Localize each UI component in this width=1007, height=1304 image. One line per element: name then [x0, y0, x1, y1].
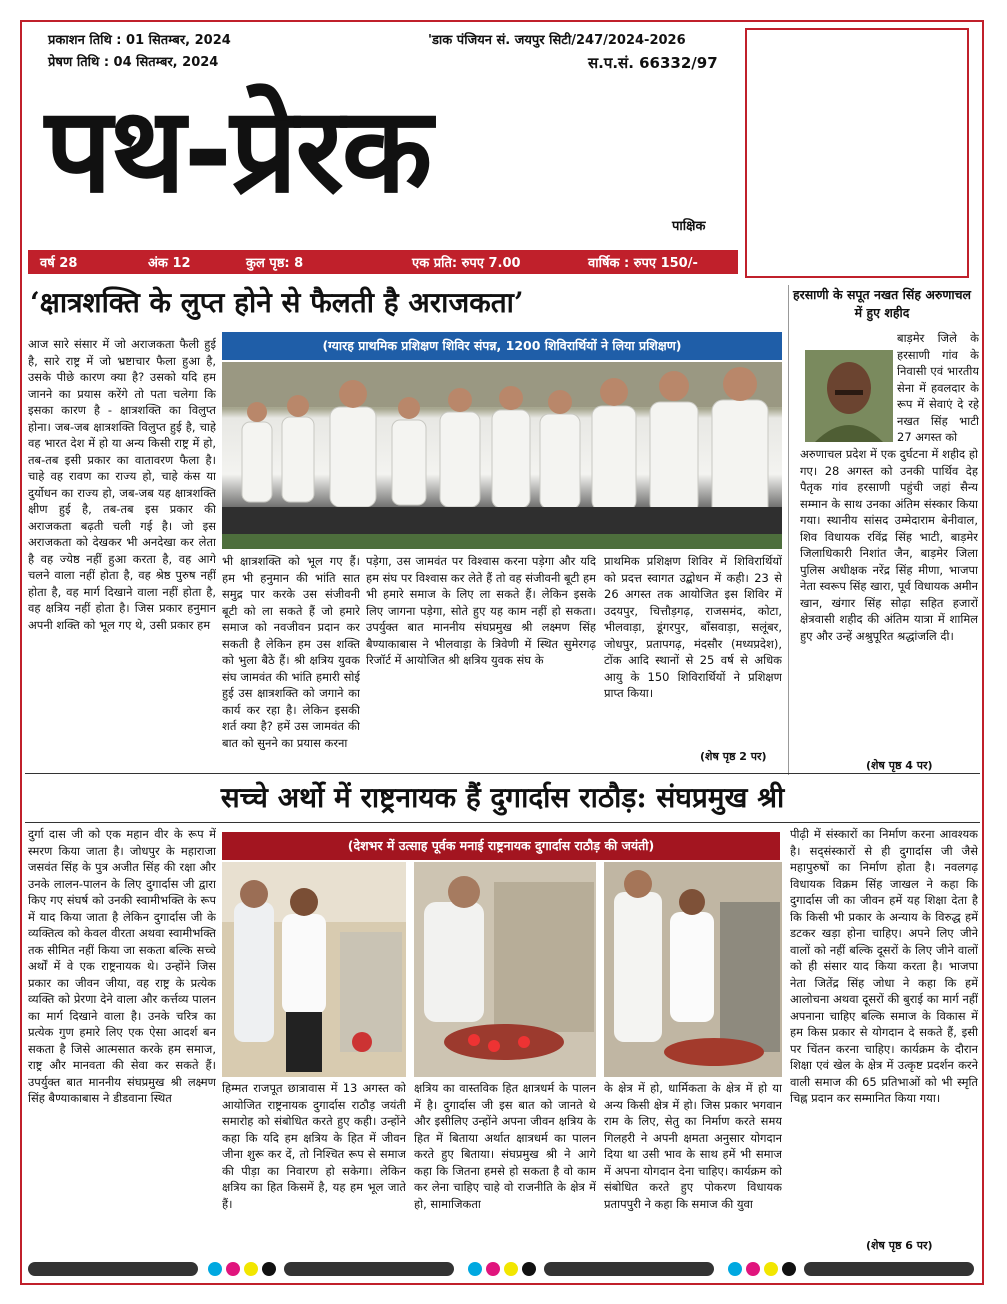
sidebar-text: अरुणाचल प्रदेश में एक दुर्घटना में शहीद हो गए। 28 अगस्त को उनकी पार्थिव देह पैतृक गांव हरसाणी पहुंची जहां सैन्य सम्मान के साथ उनका अंतिम संस्कार किया गया। स्थानीय सांसद उम्मेदाराम बेनीवाल, शिव विधायक रविंद्र सिंह भाटी, बाड़मेर जिलाधिकारी निशांत जैन, बाड़मेर जिला पुलिस अधीक्षक नरेंद्र सिंह मीणा, भाजपा नेता स्वरूप सिंह खारा, पूर्व विधायक अमीन खान, खंगार सिंह सोढ़ा सहित हजारों क्षेत्रवासी शहीद की अंतिम यात्रा में शामिल हुए और उन्हें अश्रुपूरित श्रद्धांजलि दी।: [800, 447, 978, 643]
second-story-column-5: पीढ़ी में संस्कारों का निर्माण करना आवश्यक है। सद्संस्कारों से ही दुगार्दास जी जैसे महापुरुषों का निर्माण होता है। नवलगढ़ विधायक विक्रम सिंह जाखल ने कहा कि दुगार्दास जी का जीवन हमें यह शिक्षा देता है कि किसी भी प्रकार के अन्याय के विरुद्ध हमें डटकर खड़ा होना चाहिए। अपने लिए जीने वालों को नहीं बल्कि दूसरों के लिए जीने वालों को ही संसार याद किया करता है। भाजपा नेता जितेंद्र सिंह जोधा ने कहा कि हमें आलोचना अथवा दूसरों की बुराई का मार्ग नहीं अपनाना चाहिए बल्कि समाज के विकास में हम किस प्रकार से योगदान दे सकते हैं, इसी पर चिंतन करना चाहिए। कार्यक्रम के दौरान शिक्षा एवं खेल के क्षेत्र में उत्कृष्ट प्रदर्शन करने वाली समाज की 65 प्रतिभाओं को भी स्मृति चिह्न प्रदान कर सम्मानित किया गया।: [790, 827, 978, 1105]
dispatch-date: प्रेषण तिथि : 04 सितम्बर, 2024: [48, 55, 219, 70]
lead-story-column-2: भी क्षात्रशक्ति को भूल गए हैं। हम भी हनुमान की भांति सात समुद्र पार करके उस संजीवनी बूटी को ला सकते हैं जो हमारे समाज को नवजीवन प्रदान कर सकती है लेकिन हम उस शक्ति को भुला बैठे हैं। श्री क्षत्रिय युवक संघ जामवंत की भांति हमारी सोई हुई उस क्षात्रशक्ति को जगाने का कार्य कर रहा है। लेकिन इसकी शर्त क्या है? हमें उस जामवंत की बात को सुनने का प्रयास करना: [222, 554, 360, 750]
second-headline: सच्चे अर्थो में राष्ट्रनायक हैं दुगार्दास राठौड़: संघप्रमुख श्री: [220, 781, 785, 814]
black-dot: [782, 1262, 796, 1276]
section-divider: [25, 773, 980, 774]
continued-page-6: (शेष पृष्ठ 6 पर): [866, 1239, 933, 1252]
newspaper-title: पथ-प्रेरक: [45, 81, 431, 219]
lead-story-column-3: पड़ेगा, उस जामवंत पर विश्वास करना पड़ेगा और यदि हम संघ पर विश्वास कर लेते हैं तो वह संजीवनी बूटी हम भी हमारे समाज के लिए ला सकते हैं। लेकिन इसके लिए जागना पड़ेगा, सोते हुए यह काम नहीं हो सकता। उपर्युक्त बात माननीय संघप्रमुख श्री लक्ष्मण सिंह बैण्याकाबास ने भीलवाड़ा के त्रिवेणी में स्थित सुमेरगढ़ रिजॉर्ट में आयोजित श्री क्षत्रिय युवक संघ के: [366, 554, 596, 667]
sidebar-text-top: बाड़मेर जिले के हरसाणी गांव के निवासी एवं भारतीय सेना में हवलदार के रूप में सेवाएं दे रहे नखत सिंह भाटी 27 अगस्त को: [897, 331, 979, 444]
registration-pill: [284, 1262, 454, 1276]
postal-registration: 'डाक पंजियन सं. जयपुर सिटी/247/2024-2026: [428, 33, 686, 48]
continued-page-2: (शेष पृष्ठ 2 पर): [700, 750, 767, 763]
yellow-dot: [764, 1262, 778, 1276]
section-divider-2: [25, 822, 980, 823]
cyan-dot: [468, 1262, 482, 1276]
magenta-dot: [486, 1262, 500, 1276]
yellow-dot: [504, 1262, 518, 1276]
print-registration-bar: [20, 1262, 984, 1276]
yellow-dot: [244, 1262, 258, 1276]
annual-price: वार्षिक : रुपए 150/-: [588, 256, 698, 271]
second-subheadline-banner: (देशभर में उत्साह पूर्वक मनाई राष्ट्रनायक दुगार्दास राठौड़ की जयंती): [222, 832, 780, 860]
single-copy-price: एक प्रति: रुपए 7.00: [412, 256, 521, 271]
issue-number: अंक 12: [148, 256, 191, 271]
issue-info-bar: [28, 250, 738, 274]
registration-pill: [544, 1262, 714, 1276]
frequency-label: पाक्षिक: [672, 219, 706, 234]
black-dot: [522, 1262, 536, 1276]
publication-date: प्रकाशन तिथि : 01 सितम्बर, 2024: [48, 33, 231, 48]
jayanti-photo-2-graphic: [414, 862, 596, 1077]
cyan-dot: [728, 1262, 742, 1276]
second-story-column-1: दुर्गा दास जी को एक महान वीर के रूप में स्मरण किया जाता है। जोधपुर के महाराजा जसवंत सिंह के पुत्र अजीत सिंह की रक्षा और उनके लालन-पालन के लिए दुगार्दास जी द्वारा किए गए संघर्ष को उनकी स्वामीभक्ति के रूप में याद किया जाता है लेकिन दुगार्दास जी के व्यक्तित्व को केवल वीरता अथवा स्वामीभक्ति तक सीमित नहीं किया जा सकता बल्कि सच्चे अर्थों में वे एक राष्ट्रनायक थे। उन्होंने जिस प्रकार का जीवन जीया, वह राष्ट्र के प्रत्येक व्यक्ति को प्रेरणा देने वाला और कर्त्तव्य पालन का मार्ग दिखाने वाला है। उनके चरित्र का प्रत्येक गुण हमारे लिए एक ऐसा आदर्श बन सकता है जिसे आत्मसात करके हम समाज, राष्ट्र और मानवता की सेवा कर सकते हैं। उपर्युक्त बात माननीय संघप्रमुख श्री लक्ष्मण सिंह बैण्याकाबास ने डीडवाना स्थित: [28, 827, 216, 1105]
continued-page-4: (शेष पृष्ठ 4 पर): [866, 759, 933, 772]
page-count: कुल पृष्ठ: 8: [246, 256, 304, 271]
column-divider: [788, 285, 789, 775]
lead-headline: ‘क्षात्रशक्ति के लुप्त होने से फैलती है अराजकता’: [30, 286, 524, 319]
jayanti-photo-2: [414, 862, 596, 1077]
rns-number: स.प.सं. 66332/97: [588, 54, 718, 72]
jayanti-photo-1: [222, 862, 406, 1077]
training-camp-figures: [222, 362, 782, 549]
jayanti-photo-1-graphic: [222, 862, 406, 1077]
lead-story-column-1: आज सारे संसार में जो अराजकता फैली हुई है, सारे राष्ट्र में जो भ्रष्टाचार फैला हुआ है, उसके पीछे कारण क्या है? उसको यदि हम जानने का प्रयास करेंगे तो पता चलेगा कि इसका कारण है - क्षात्रशक्ति का विलुप्त होना। जब-जब क्षात्रशक्ति विलुप्त हुई है, चाहे वह भारत देश में हो या अन्य किसी राष्ट्र में हो, तब-तब इसी प्रकार का वातावरण फैला है। चाहे वह रावण का राज्य हो, चाहे कंस या दुर्योधन का राज्य हो, जब-जब यह क्षात्रशक्ति क्षीण हुई है, तब-तब इस प्रकार की अराजकता बढ़ती चली गई है। जो इस अराजकता को देखकर भी अनदेखा कर लेता है वह ज्येष्ठ नहीं हुआ करता है, वह आगे चलने वाला नहीं होता है, वह श्रेष्ठ पुरुष नहीं होता है, वह मार्ग दिखाने वाला नहीं होता है, वह क्षत्रिय नहीं होता है। जिस प्रकार हनुमान अपनी शक्ति को भूल गए थे, उसी प्रकार हम: [28, 337, 216, 632]
soldier-portrait-graphic: [805, 350, 893, 442]
soldier-portrait: [805, 350, 893, 442]
cyan-dot: [208, 1262, 222, 1276]
lead-subheadline-banner: (ग्यारह प्राथमिक प्रशिक्षण शिविर संपन्न, 1200 शिविरार्थियों ने लिया प्रशिक्षण): [222, 332, 782, 360]
lead-story-column-4: प्राथमिक प्रशिक्षण शिविर में शिविरार्थियों को प्रदत्त स्वागत उद्बोधन में कही। 23 से 26 अगस्त तक आयोजित इस शिविर में उदयपुर, चित्तौड़गढ़, राजसमंद, कोटा, भीलवाड़ा, डूंगरपुर, बाँसवाड़ा, सलूंबर, जोधपुर, प्रतापगढ़, मंदसौर (मध्यप्रदेश), टोंक आदि स्थानों से 25 वर्ष से अधिक आयु के 150 शिविरार्थियों ने प्रशिक्षण प्राप्त किया।: [604, 554, 782, 700]
second-story-column-3: क्षत्रिय का वास्तविक हित क्षात्रधर्म के पालन में है। दुगार्दास जी इस बात को जानते थे और इसीलिए उन्होंने अपना जीवन क्षत्रिय के हित में बिताया अर्थात क्षात्रधर्म का पालन करते हुए बिताया। संघप्रमुख श्री ने आगे कहा कि जितना हमसे हो सकता है वो काम कर लेना चाहिए चाहे वो राजनीति के क्षेत्र में हो, सामाजिकता: [414, 1081, 596, 1211]
black-dot: [262, 1262, 276, 1276]
registration-pill: [804, 1262, 974, 1276]
sidebar-headline: हरसाणी के सपूत नखत सिंह अरुणाचल में हुए शहीद: [792, 287, 972, 320]
magenta-dot: [226, 1262, 240, 1276]
second-story-column-2: हिम्मत राजपूत छात्रावास में 13 अगस्त को आयोजित राष्ट्रनायक दुगार्दास राठौड़ जयंती समारोह को संबोधित करते हुए कही। उन्होंने कहा कि यदि हम क्षत्रिय के हित में जीवन जीना शुरू कर दें, तो निश्चित रूप से समाज की पीड़ा का निवारण हो सकेगा। लेकिन क्षत्रिय का हित किसमें है, यह हम भूल जाते हैं।: [222, 1081, 406, 1211]
year: वर्ष 28: [40, 256, 78, 271]
jayanti-photo-3: [604, 862, 782, 1077]
address-label-box: [745, 28, 969, 278]
registration-pill: [28, 1262, 198, 1276]
magenta-dot: [746, 1262, 760, 1276]
training-camp-photo: [222, 362, 782, 549]
second-story-column-4: के क्षेत्र में हो, धार्मिकता के क्षेत्र में हो या अन्य किसी क्षेत्र में हो। जिस प्रकार भगवान राम के लिए, सेतु का निर्माण करते समय गिलहरी ने अपनी क्षमता अनुसार योगदान दिया था उसी भाव के साथ हमें भी समाज में अपना योगदान देना चाहिए। कार्यक्रम को संबोधित करते हुए पोकरण विधायक प्रतापपुरी ने कहा कि समाज की युवा: [604, 1081, 782, 1211]
jayanti-photo-3-graphic: [604, 862, 782, 1077]
